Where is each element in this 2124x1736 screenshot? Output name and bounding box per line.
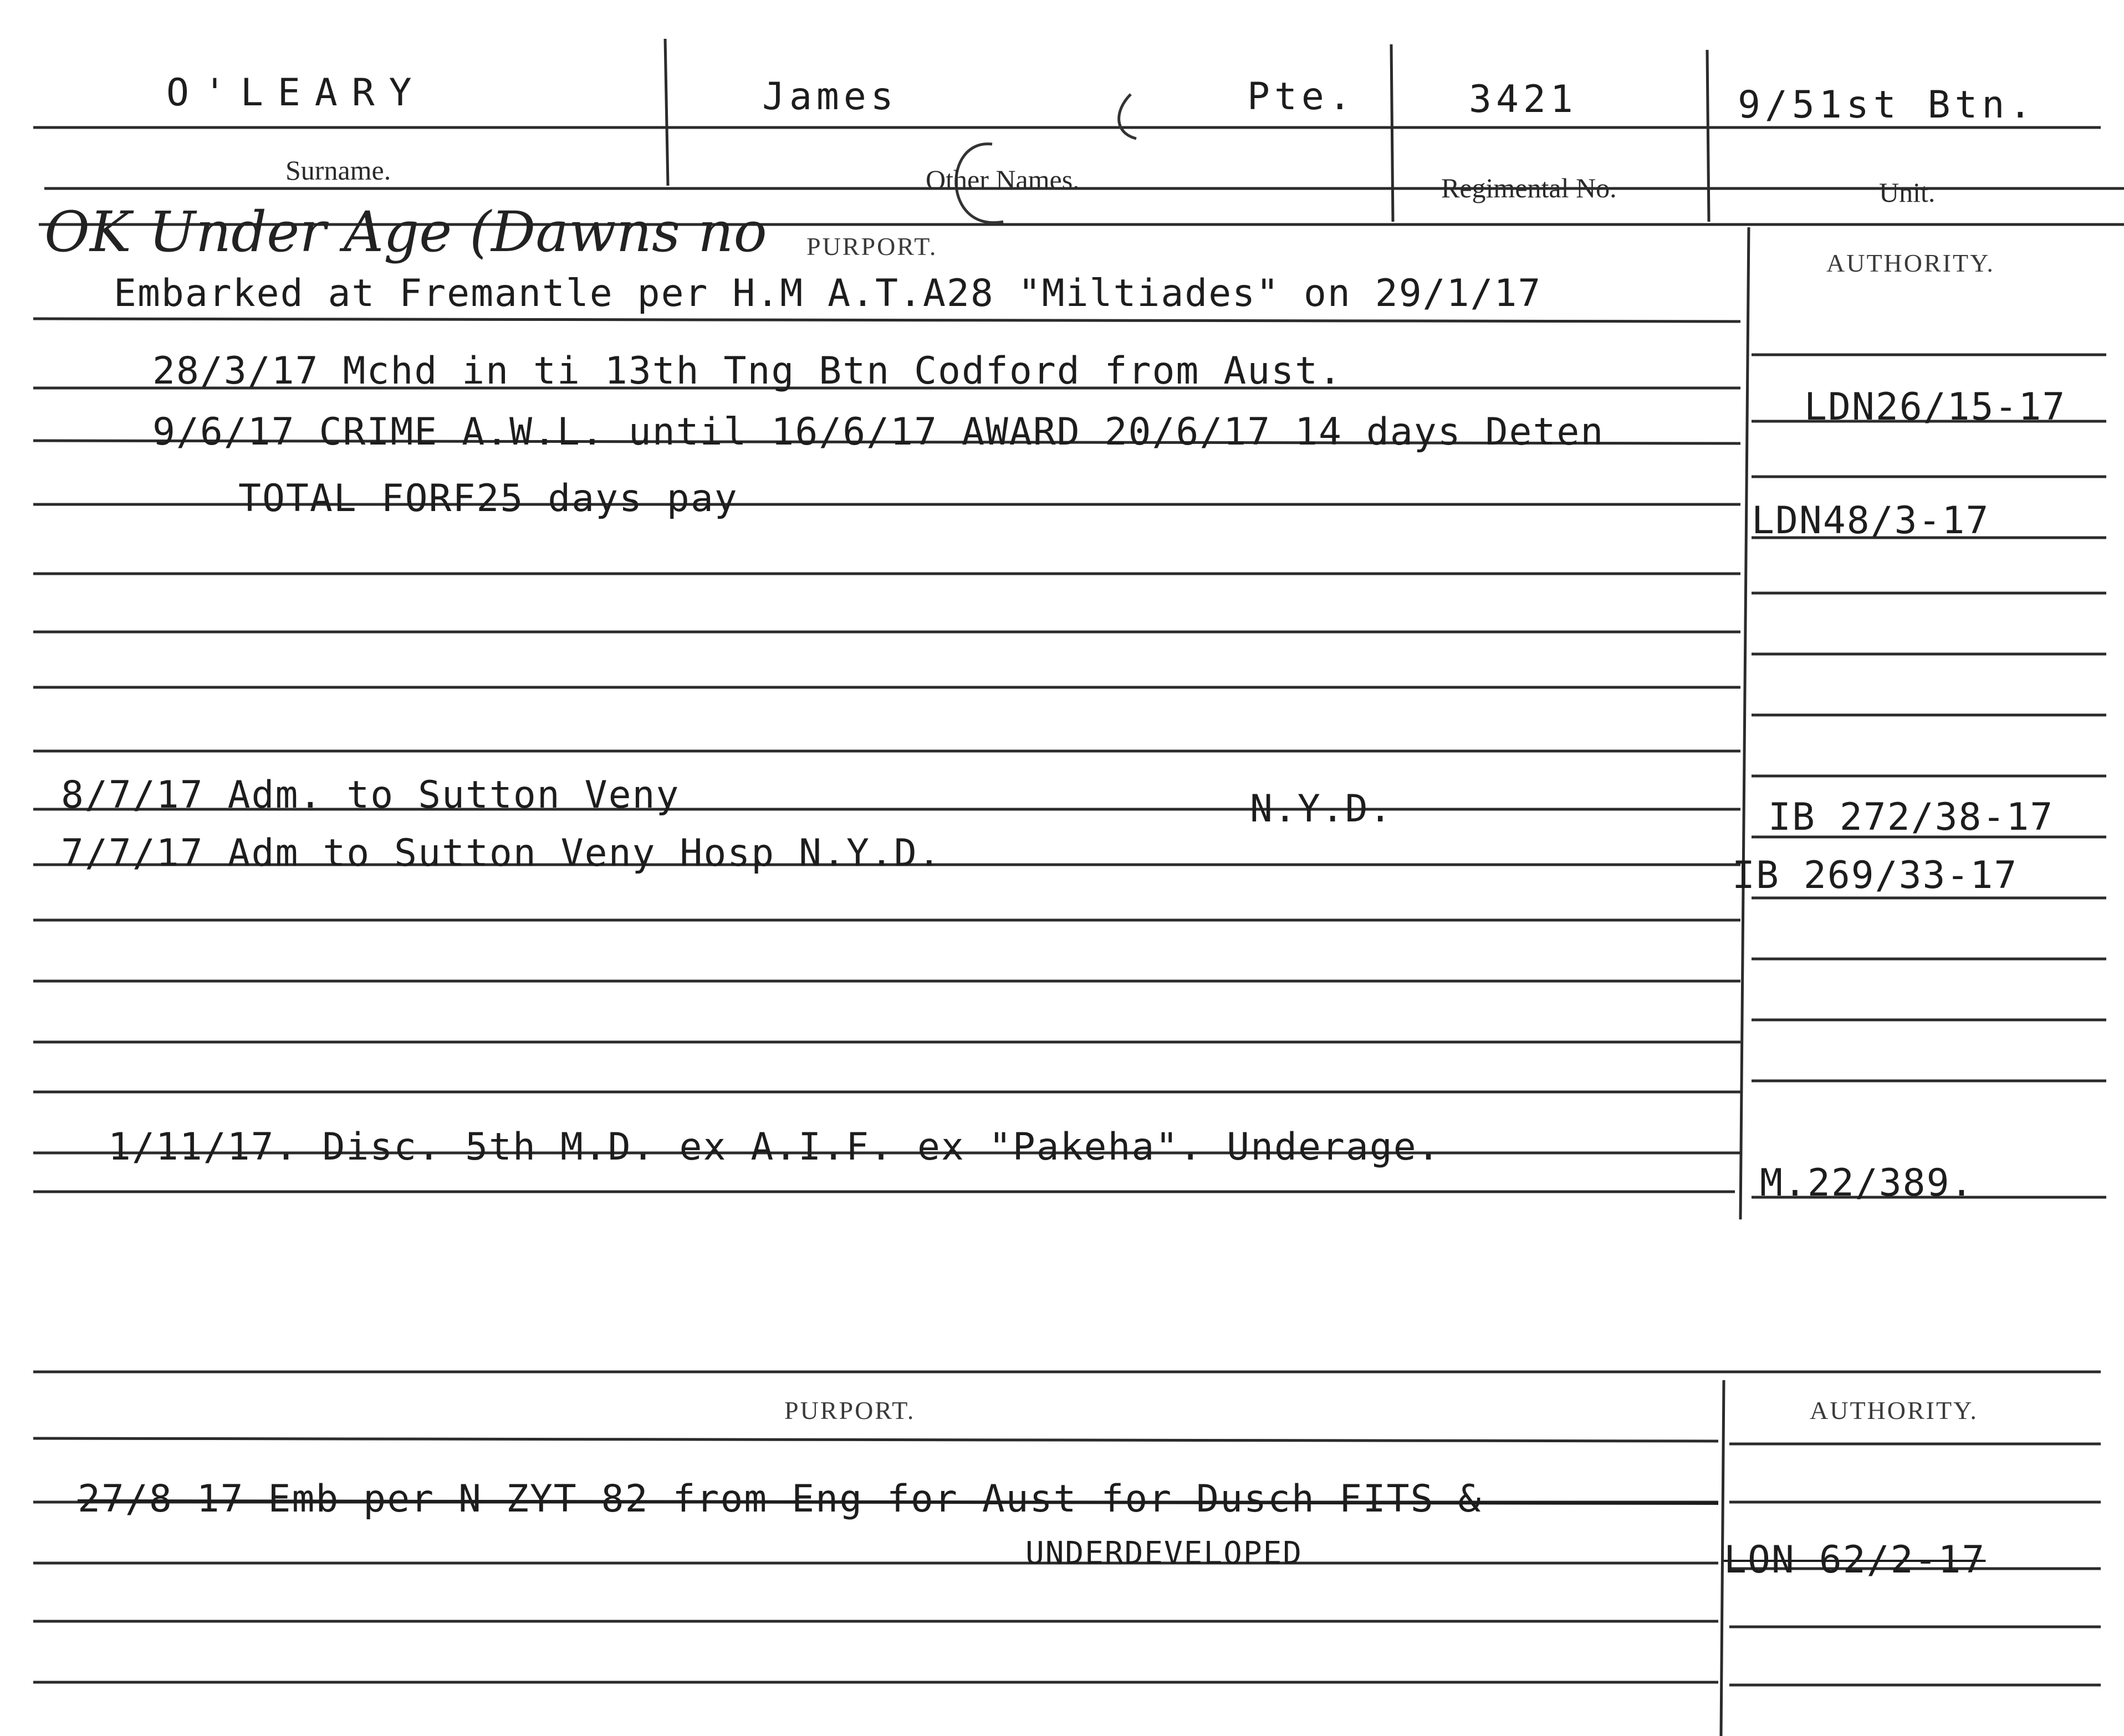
entry-embarked: Embarked at Fremantle per H.M A.T.A28 "Miltiades" on 29/1/17: [114, 272, 1542, 315]
entry-embarked-england: 27/8-17 Emb per N ZYT 82 from Eng for Aust for Dusch FITS &: [78, 1477, 1482, 1521]
entry-underdeveloped: UNDERDEVELOPED: [1025, 1535, 1303, 1571]
unit-value: 9/51st Btn.: [1738, 83, 2036, 127]
purport-label-lower: PURPORT.: [784, 1396, 916, 1424]
rank-value: Pte.: [1247, 75, 1356, 119]
regimental-number-value: 3421: [1469, 78, 1577, 121]
authority-label: AUTHORITY.: [1826, 249, 1995, 277]
surname-label: Surname.: [285, 155, 391, 186]
authority-lon62: LON 62/2-17: [1724, 1538, 1986, 1582]
unit-label: Unit.: [1879, 177, 1936, 208]
entry-discharged: 1/11/17. Disc. 5th M.D. ex A.I.F. ex "Pakeha". Underage.: [108, 1125, 1441, 1169]
surname-value: O'LEARY: [166, 71, 426, 115]
authority-ib272: IB 272/38-17: [1768, 795, 2054, 839]
entry-admitted-1: 8/7/17 Adm. to Sutton Veny: [61, 773, 680, 817]
authority-ldn48: LDN48/3-17: [1752, 499, 1990, 543]
regimental-number-label: Regimental No.: [1441, 172, 1617, 203]
authority-m22: M.22/389.: [1760, 1161, 1974, 1205]
authority-label-lower: AUTHORITY.: [1810, 1396, 1978, 1424]
other-names-value: James: [762, 75, 898, 119]
authority-ib269: IB 269/33-17: [1732, 854, 2018, 897]
authority-ldn26: LDN26/15-17: [1804, 385, 2066, 429]
entry-crime: 9/6/17 CRIME A.W.L. until 16/6/17 AWARD 20/6/17 14 days Deten: [152, 410, 1605, 454]
entry-total-forfeit: TOTAL FORF25 days pay: [238, 477, 738, 520]
entry-admitted-2: 7/7/17 Adm to Sutton Veny Hosp N.Y.D.: [61, 831, 942, 875]
handwritten-annotation: OK Under Age (Dawns no: [44, 200, 767, 264]
entry-nyd: N.Y.D.: [1250, 787, 1393, 831]
purport-label: PURPORT.: [806, 232, 938, 261]
handwritten-bracket-mark: [1119, 94, 1136, 139]
entry-marched-in: 28/3/17 Mchd in ti 13th Tng Btn Codford from Aust.: [152, 349, 1342, 393]
other-names-label: Other Names.: [926, 164, 1080, 195]
